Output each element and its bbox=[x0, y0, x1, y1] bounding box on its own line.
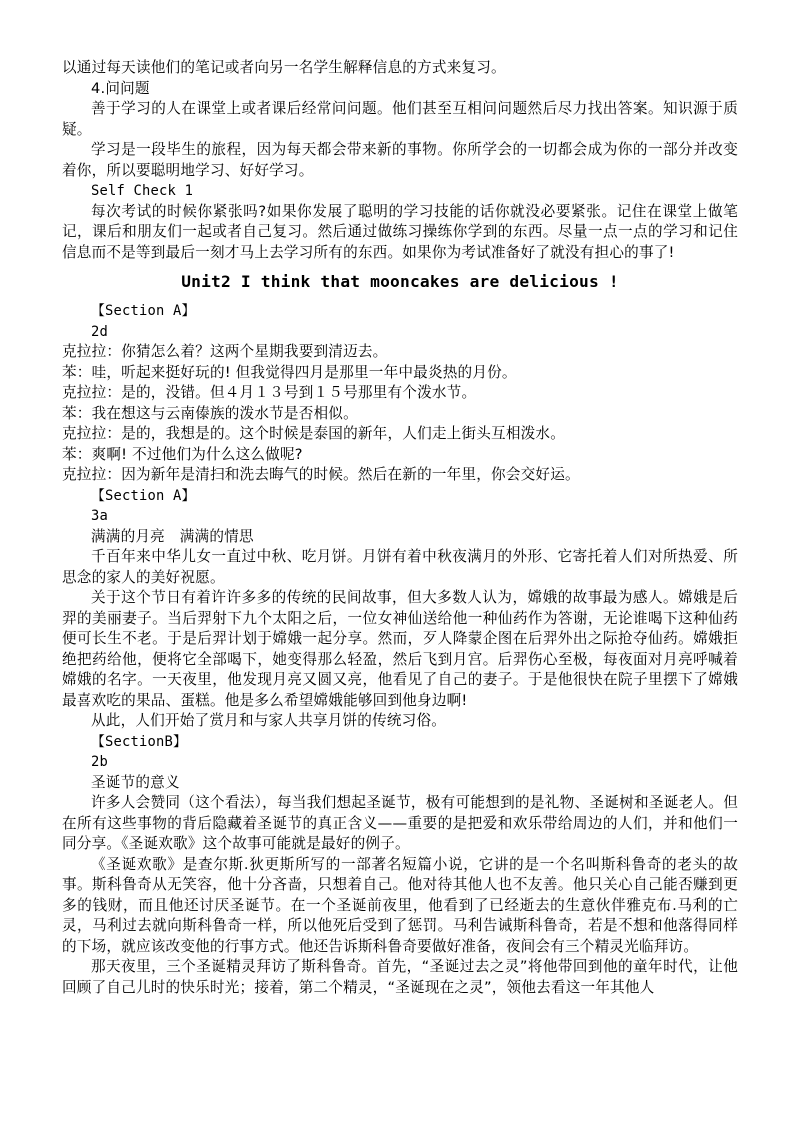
self-check-heading: Self Check 1 bbox=[91, 183, 194, 199]
speaker: 克拉拉： bbox=[62, 343, 122, 360]
paragraph: 每次考试的时候你紧张吗?如果你发展了聪明的学习技能的话你就没必要紧张。记住在课堂上做笔记，课后和朋友们一起或者自己复习。然后通过做练习操练你学到的东西。尽量一点一点的学习和记住信息而不是等到最后一刻才马上去学习所有的东西。如果你为考试准备好了就没有担心的事了! bbox=[62, 202, 738, 261]
paragraph: 《圣诞欢歌》是查尔斯.狄更斯所写的一部著名短篇小说，它讲的是一个名叫斯科鲁奇的老头的故事。斯科鲁奇从无笑容，他十分吝啬，只想着自己。他对待其他人也不友善。他只关心自己能否赚到更多的钱财，而且他还讨厌圣诞节。在一个圣诞前夜里，他看到了已经逝去的生意伙伴雅克布.马利的亡灵，马利过去就向斯科鲁奇一样，所以他死后受到了惩罚。马利告诫斯科鲁奇，若是不想和他落得同样的下场，就应该改变他的行事方式。他还告诉斯科鲁奇要做好准备，夜间会有三个精灵光临拜访。 bbox=[62, 855, 738, 955]
passage-heading: 圣诞节的意义 bbox=[91, 773, 180, 791]
speaker: 克拉拉： bbox=[62, 425, 122, 442]
line-text: 是的，我想是的。这个时候是泰国的新年，人们走上街头互相泼水。 bbox=[121, 425, 566, 442]
paragraph: 从此，人们开始了赏月和与家人共享月饼的传统习俗。 bbox=[91, 712, 447, 729]
section-tag: 【Section A】 bbox=[91, 487, 196, 504]
document-page bbox=[62, 58, 738, 998]
dialogue-line bbox=[62, 383, 738, 404]
paragraph: 以通过每天读他们的笔记或者向另一名学生解释信息的方式来复习。 bbox=[62, 59, 506, 76]
paragraph: 千百年来中华儿女一直过中秋、吃月饼。月饼有着中秋夜满月的外形、它寄托着人们对所热爱、所思念的家人的美好祝愿。 bbox=[62, 548, 738, 586]
paragraph: 善于学习的人在课堂上或者课后经常问问题。他们甚至互相问问题然后尽力找出答案。知识源于质疑。 bbox=[62, 100, 738, 138]
line-text: 我在想这与云南傣族的泼水节是否相似。 bbox=[91, 404, 358, 422]
unit-title: Unit2 I think that mooncakes are delicious ! bbox=[181, 272, 619, 291]
exercise-number: 2b bbox=[91, 754, 109, 770]
line-text: 是的，没错。但４月１３号到１５号那里有个泼水节。 bbox=[121, 384, 477, 401]
section-tag: 【SectionB】 bbox=[91, 733, 188, 750]
dialogue-line bbox=[62, 404, 738, 425]
dialogue-line bbox=[62, 342, 738, 363]
speaker: 苯： bbox=[62, 363, 92, 381]
speaker: 克拉拉： bbox=[62, 466, 122, 483]
exercise-number: 2d bbox=[91, 323, 109, 340]
paragraph: 关于这个节日有着许许多多的传统的民间故事，但大多数人认为，嫦娥的故事最为感人。嫦娥是后羿的美丽妻子。当后羿射下九个太阳之后，一位女神仙送给他一种仙药作为答谢，无论谁喝下这种仙药便可长生不老。于是后羿计划于嫦娥一起分享。然而，歹人降蒙企图在后羿外出之际抢夺仙药。嫦娥拒绝把药给他，便将它全部喝下，她变得那么轻盈，然后飞到月宫。后羿伤心至极，每夜面对月亮呼喊着嫦娥的名字。一天夜里，他发现月亮又圆又亮，他看见了自己的妻子。于是他很快在院子里摆下了嫦娥最喜欢吃的果品、蛋糕。他是多么希望嫦娥能够回到他身边啊! bbox=[62, 589, 738, 709]
line-text: 哇，听起来挺好玩的! 但我觉得四月是那里一年中最炎热的月份。 bbox=[91, 363, 517, 381]
speaker: 苯： bbox=[62, 404, 92, 422]
dialogue bbox=[62, 342, 738, 486]
line-text: 爽啊! 不过他们为什么这么做呢? bbox=[91, 445, 303, 463]
passage-heading: 满满的月亮 满满的情思 bbox=[91, 527, 254, 545]
dialogue-line bbox=[62, 424, 738, 445]
dialogue-line bbox=[62, 363, 738, 384]
line-text: 因为新年是清扫和洗去晦气的时候。然后在新的一年里，你会交好运。 bbox=[121, 466, 580, 483]
dialogue-line bbox=[62, 445, 738, 466]
line-text: 你猜怎么着？这两个星期我要到清迈去。 bbox=[121, 343, 388, 360]
speaker: 苯： bbox=[62, 445, 92, 463]
paragraph: 那天夜里，三个圣诞精灵拜访了斯科鲁奇。首先，“圣诞过去之灵”将他带回到他的童年时代，让他回顾了自己儿时的快乐时光；接着，第二个精灵，“圣诞现在之灵”，领他去看这一年其他人 bbox=[62, 958, 738, 996]
paragraph: 学习是一段毕生的旅程，因为每天都会带来新的事物。你所学会的一切都会成为你的一部分并改变着你，所以要聪明地学习、好好学习。 bbox=[62, 141, 738, 179]
paragraph: 许多人会赞同（这个看法），每当我们想起圣诞节，极有可能想到的是礼物、圣诞树和圣诞老人。但在所有这些事物的背后隐藏着圣诞节的真正含义——重要的是把爱和欢乐带给周边的人们，并和他们一同分享。《圣诞欢歌》这个故事可能就是最好的例子。 bbox=[62, 794, 738, 852]
section-tag: 【Section A】 bbox=[91, 303, 196, 319]
numbered-heading: 4.问问题 bbox=[91, 79, 150, 97]
dialogue-line bbox=[62, 465, 738, 486]
speaker: 克拉拉： bbox=[62, 384, 122, 401]
exercise-number: 3a bbox=[91, 508, 109, 524]
